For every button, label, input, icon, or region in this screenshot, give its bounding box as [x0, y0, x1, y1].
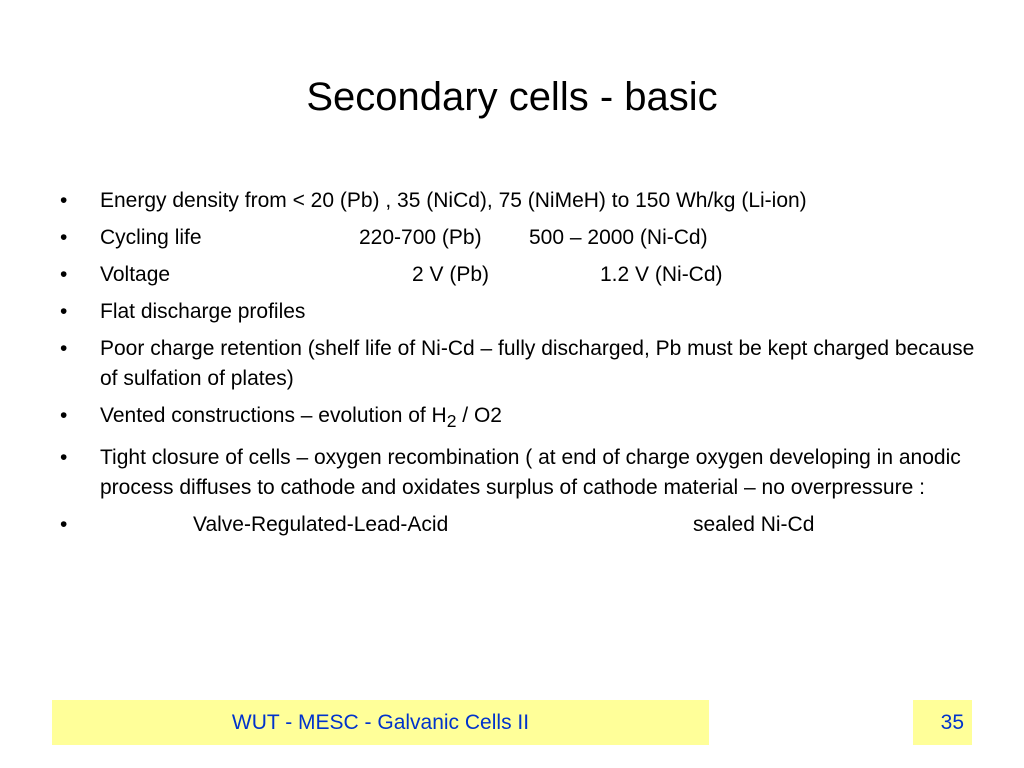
bullet-icon: • [60, 337, 68, 360]
bullet-icon: • [60, 189, 68, 212]
bullet-text: Flat discharge profiles [100, 300, 306, 323]
vented-suffix: / O2 [456, 404, 502, 427]
valve-regulated-lead-acid: Valve-Regulated-Lead-Acid [193, 513, 449, 537]
vented-text: Vented constructions – evolution of H [100, 404, 447, 427]
footer-title: WUT - MESC - Galvanic Cells II [52, 700, 709, 745]
bullet-row [100, 510, 980, 540]
bullet-icon: • [60, 446, 68, 470]
cycling-life-pb: 220-700 (Pb) [359, 226, 482, 249]
voltage-nicd: 1.2 V (Ni-Cd) [600, 263, 723, 286]
bullet-row [100, 260, 980, 290]
bullet-item-valve-regulated [60, 510, 980, 540]
bullet-icon: • [60, 404, 68, 427]
bullet-item-poor-charge-retention [60, 334, 980, 394]
cycling-life-label: Cycling life [100, 226, 202, 249]
cycling-life-nicd: 500 – 2000 (Ni-Cd) [529, 226, 708, 249]
bullet-icon: • [60, 226, 68, 249]
sealed-nicd: sealed Ni-Cd [693, 513, 815, 537]
bullet-text: Energy density from < 20 (Pb) , 35 (NiCd), 75 (NiMeH) to 150 Wh/kg (Li-ion) [100, 189, 807, 212]
bullet-icon: • [60, 263, 68, 286]
slide-title: Secondary cells - basic [306, 75, 718, 119]
bullet-icon: • [60, 300, 68, 323]
bullet-item-tight-closure [60, 443, 980, 503]
bullet-icon: • [60, 513, 68, 537]
voltage-pb: 2 V (Pb) [412, 263, 490, 286]
vented-subscript: 2 [446, 411, 457, 432]
bullet-item-cycling-life [60, 223, 980, 253]
bullet-item-energy-density [60, 186, 980, 216]
bullet-row [100, 223, 980, 253]
slide-number: 35 [913, 700, 972, 745]
bullet-list [60, 186, 980, 547]
bullet-item-flat-discharge [60, 297, 980, 327]
bullet-row [100, 401, 980, 436]
bullet-text: Poor charge retention (shelf life of Ni-Cd – fully discharged, Pb must be kept charged because of sulfation of plates) [100, 337, 975, 390]
bullet-item-voltage [60, 260, 980, 290]
bullet-item-vented-constructions [60, 401, 980, 436]
bullet-text: Tight closure of cells – oxygen recombination ( at end of charge oxygen developing in anodic process diffuses to cathode and oxidates surplus of cathode material – no overpressure : [100, 446, 961, 500]
voltage-label: Voltage [100, 263, 171, 286]
